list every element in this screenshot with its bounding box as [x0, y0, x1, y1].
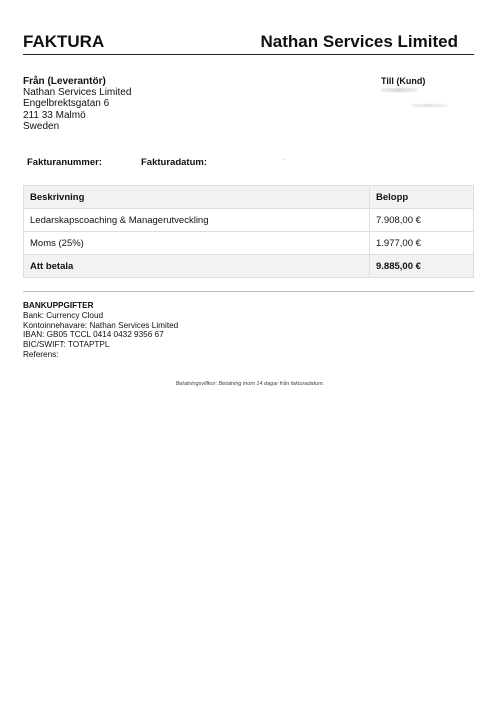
column-header-amount: Belopp — [370, 186, 474, 209]
bank-name: Bank: Currency Cloud — [23, 310, 104, 320]
bic-swift: BIC/SWIFT: TOTAPTPL — [23, 340, 110, 350]
bank-details — [23, 301, 178, 360]
row-amount: 7.908,00 € — [370, 209, 474, 232]
supplier-postal-city: 211 33 Malmö — [23, 109, 86, 121]
total-label: Att betala — [24, 255, 370, 278]
reference: Referens: — [23, 349, 59, 359]
account-holder: Kontoinnehavare: Nathan Services Limited — [23, 320, 179, 330]
total-row — [24, 255, 474, 278]
bank-heading: BANKUPPGIFTER — [23, 301, 94, 310]
invoice-header — [23, 30, 474, 55]
payment-terms: Betalningsvillkor: Betalning inom 14 dagar från fakturadatum. — [175, 381, 325, 387]
supplier-block — [23, 76, 131, 132]
customer-label: Till (Kund) — [381, 76, 426, 86]
section-divider — [23, 291, 474, 292]
table-row — [24, 232, 474, 255]
row-description: Moms (25%) — [24, 232, 370, 255]
document-title: FAKTURA — [23, 32, 105, 51]
row-amount: 1.977,00 € — [370, 232, 474, 255]
supplier-label: Från (Leverantör) — [23, 76, 106, 87]
column-header-description: Beskrivning — [24, 186, 370, 209]
company-name: Nathan Services Limited — [260, 32, 458, 51]
total-amount: 9.885,00 € — [370, 255, 474, 278]
customer-block — [381, 76, 425, 86]
invoice-number-label: Fakturanummer: — [27, 157, 102, 168]
redacted-customer-address — [411, 104, 447, 107]
line-items-table — [23, 185, 474, 278]
invoice-date-value: .. — [283, 156, 287, 162]
row-description: Ledarskapscoaching & Managerutveckling — [24, 209, 370, 232]
invoice-date-label: Fakturadatum: — [141, 157, 207, 168]
table-row — [24, 209, 474, 232]
table-header-row — [24, 186, 474, 209]
supplier-name: Nathan Services Limited — [23, 87, 132, 99]
iban: IBAN: GB05 TCCL 0414 0432 9356 67 — [23, 330, 164, 340]
supplier-country: Sweden — [23, 120, 60, 132]
redacted-customer-name — [381, 88, 417, 92]
supplier-street: Engelbrektsgatan 6 — [23, 98, 110, 110]
